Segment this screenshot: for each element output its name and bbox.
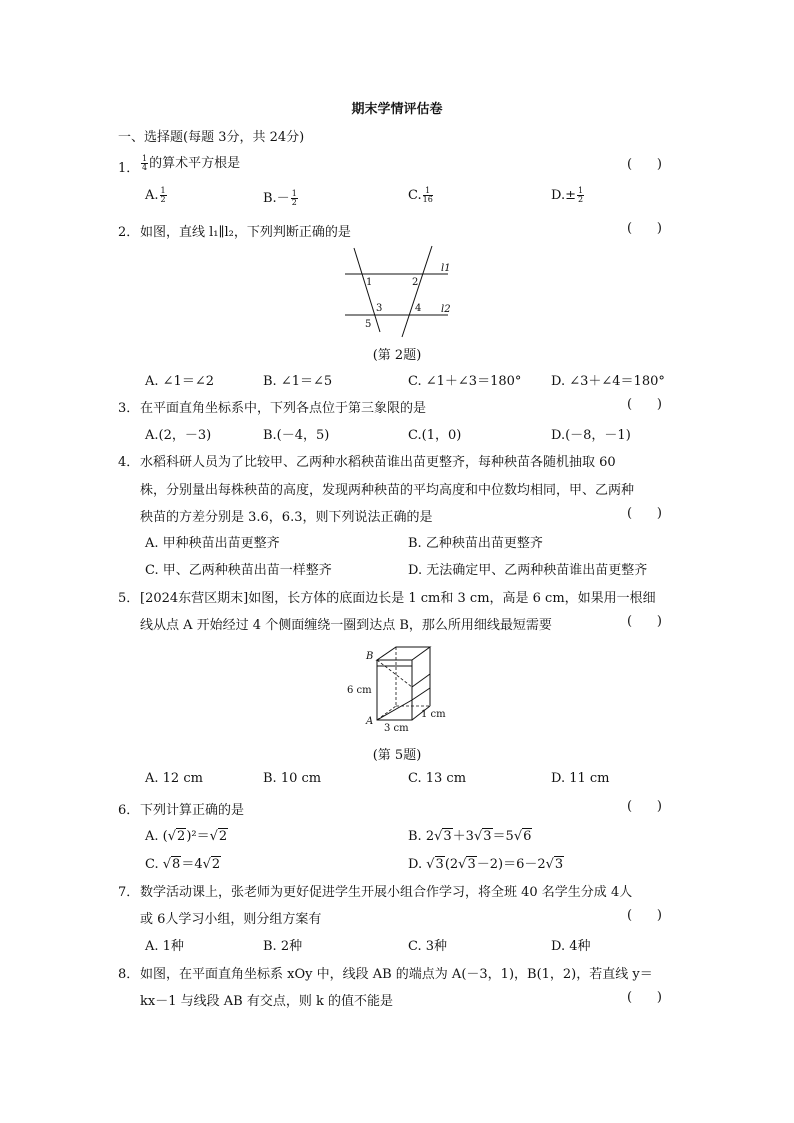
angle-3-label: 3: [376, 303, 383, 314]
fraction: $\frac{1}{2}$: [291, 189, 297, 207]
string-dashed: [377, 660, 412, 687]
fraction: $\frac{1}{16}$: [422, 186, 433, 204]
answer-bracket: ( ): [627, 990, 662, 1005]
question-number: 3．: [118, 401, 140, 416]
answer-bracket: ( ): [627, 397, 662, 412]
answer-bracket: ( ): [627, 506, 662, 521]
question-number: 2．: [118, 225, 140, 240]
option-d: D. ∠3＋∠4＝180°: [551, 374, 665, 389]
option-a: A. 1种: [145, 939, 184, 954]
option-d: D.± $\frac{1}{2}$: [551, 186, 584, 204]
question-stem: 如图，直线 l₁∥l₂，下列判断正确的是: [140, 225, 351, 240]
option-c: C. 3种: [408, 939, 448, 954]
option-a: A. (√2)²＝√2: [145, 829, 228, 844]
option-d: D. 11 cm: [551, 771, 610, 786]
question-stem-line-2: 线从点 A 开始经过 4 个侧面缠绕一圈到达点 B，那么所用细线最短需要: [140, 618, 552, 633]
option-c: C. 13 cm: [408, 771, 467, 786]
question-number: 5．: [118, 591, 140, 606]
question-stem-line-1: 数学活动课上，张老师为更好促进学生开展小组合作学习，将全班 40 名学生分成 4人: [140, 885, 633, 900]
option-c: C. 甲、乙两种秧苗出苗一样整齐: [145, 563, 332, 578]
option-a: A. $\frac{1}{2}$: [145, 186, 166, 204]
angle-5-label: 5: [365, 319, 372, 330]
label-l1: l1: [441, 263, 451, 274]
question-stem-line-2: 或 6人学习小组，则分组方案有: [140, 912, 322, 927]
answer-bracket: ( ): [627, 908, 662, 923]
answer-bracket: ( ): [627, 157, 662, 172]
point-b-label: B: [366, 651, 374, 662]
string-side: [412, 674, 430, 687]
question-number: 4．: [118, 455, 140, 470]
question-stem-line-1: [2024东营区期末]如图，长方体的底面边长是 1 cm和 3 cm，高是 6 cm，如果用一根细: [140, 591, 656, 606]
option-b: B.(－4，5): [263, 428, 330, 443]
option-b: B. 2种: [263, 939, 303, 954]
figure-caption: (第 5题): [372, 748, 422, 763]
depth-label: 1 cm: [421, 709, 446, 720]
option-d: D. √3(2√3－2)＝6－2√3: [408, 857, 564, 872]
answer-bracket: ( ): [627, 799, 662, 814]
string-front: [377, 700, 412, 720]
cuboid-top-face: [377, 647, 430, 660]
question-stem-line-1: 如图，在平面直角坐标系 xOy 中，线段 AB 的端点为 A(－3，1)，B(1，2)，若直线 y＝: [140, 967, 653, 982]
angle-1-label: 1: [366, 277, 373, 288]
point-a-label: A: [366, 716, 374, 727]
section-heading: 一、选择题(每题 3分，共 24分): [118, 130, 305, 145]
question-number: 7．: [118, 885, 140, 900]
option-a: A.(2，－3): [145, 428, 212, 443]
option-a: A. 甲种秧苗出苗更整齐: [145, 536, 280, 551]
answer-bracket: ( ): [627, 614, 662, 629]
angle-2-label: 2: [412, 277, 419, 288]
question-stem: 下列计算正确的是: [140, 803, 245, 818]
width-label: 3 cm: [384, 723, 409, 734]
question-stem: $\frac{1}{4}$ 的算术平方根是: [142, 154, 241, 172]
page-title: 期末学情评估卷: [351, 102, 443, 117]
question-number: 1．: [118, 161, 140, 176]
option-d: D. 无法确定甲、乙两种秧苗谁出苗更整齐: [408, 563, 648, 578]
question-number: 8．: [118, 967, 140, 982]
option-c: C. √8＝4√2: [145, 857, 221, 872]
label-l2: l2: [441, 304, 451, 315]
option-a: A. 12 cm: [145, 771, 203, 786]
answer-bracket: ( ): [627, 221, 662, 236]
option-a: A. ∠1＝∠2: [145, 374, 214, 389]
question-stem-line-3: 秧苗的方差分别是 3.6，6.3，则下列说法正确的是: [140, 510, 433, 525]
option-c: C. $\frac{1}{16}$: [408, 186, 433, 204]
option-b: B. 10 cm: [263, 771, 322, 786]
figure-caption: (第 2题): [372, 348, 422, 363]
option-b: B.－ $\frac{1}{2}$: [263, 189, 297, 207]
question-number: 6．: [118, 803, 140, 818]
angle-4-label: 4: [415, 303, 422, 314]
fraction: $\frac{1}{2}$: [160, 186, 166, 204]
option-c: C.(1，0): [408, 428, 462, 443]
height-label: 6 cm: [347, 685, 372, 696]
question-stem-line-1: 水稻科研人员为了比较甲、乙两种水稻秧苗谁出苗更整齐，每种秧苗各随机抽取 60: [140, 455, 616, 470]
question-stem-line-2: 株，分别量出每株秧苗的高度，发现两种秧苗的平均高度和中位数均相同，甲、乙两种: [140, 483, 635, 498]
option-d: D.(－8，－1): [551, 428, 631, 443]
question-stem: 在平面直角坐标系中，下列各点位于第三象限的是: [140, 401, 427, 416]
question-stem-line-2: kx－1 与线段 AB 有交点，则 k 的值不能是: [140, 994, 393, 1009]
option-b: B. 2√3＋3√3＝5√6: [408, 829, 532, 844]
option-d: D. 4种: [551, 939, 591, 954]
option-b: B. 乙种秧苗出苗更整齐: [408, 536, 543, 551]
fraction: $\frac{1}{2}$: [577, 186, 584, 204]
cuboid-front-top: [377, 666, 412, 720]
fraction: $\frac{1}{4}$: [142, 154, 148, 172]
option-c: C. ∠1＋∠3＝180°: [408, 374, 522, 389]
option-b: B. ∠1＝∠5: [263, 374, 333, 389]
